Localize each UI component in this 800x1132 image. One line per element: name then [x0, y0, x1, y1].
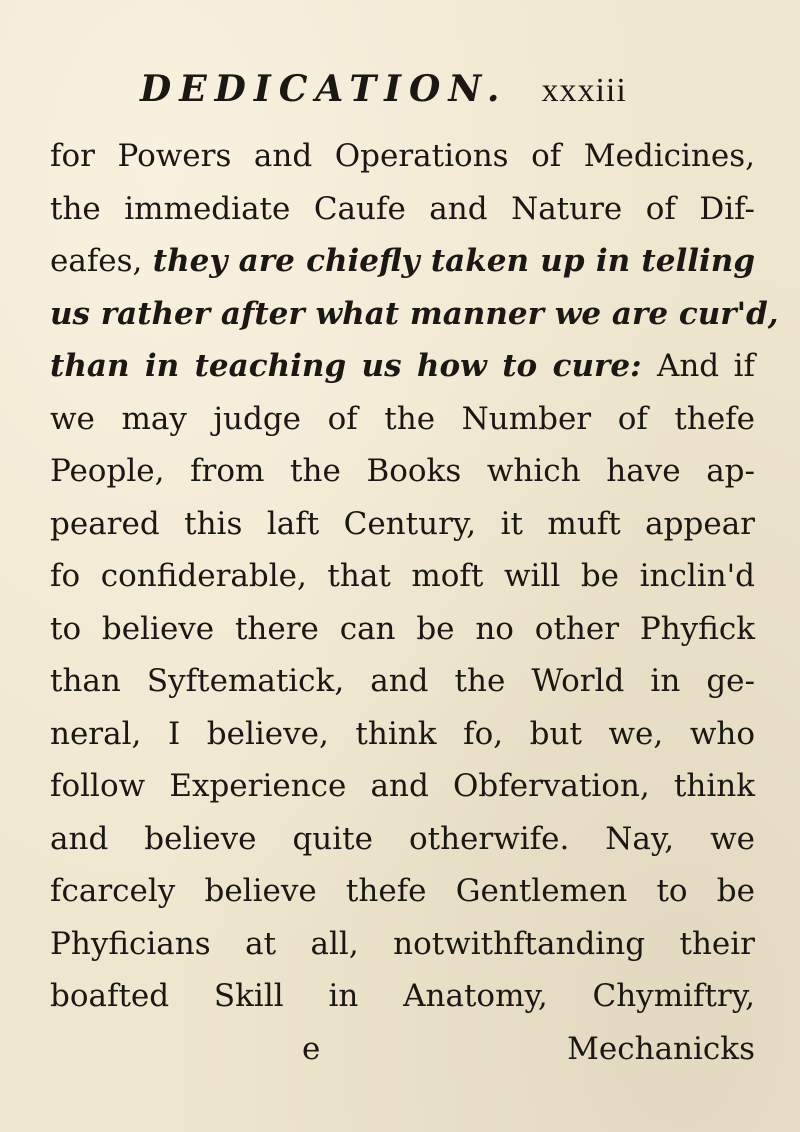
text-line	[50, 550, 755, 603]
text-line	[50, 183, 755, 236]
roman-text: the immediate Caufe and Nature of Dif-	[50, 190, 755, 227]
roman-text: eafes,	[50, 243, 153, 279]
text-line	[50, 813, 755, 866]
text-line	[50, 865, 755, 918]
text-line	[50, 288, 779, 341]
body-text	[50, 130, 779, 1075]
text-line	[50, 393, 755, 446]
text-line	[50, 708, 755, 761]
roman-text: than Syftematick, and the World in ge-	[50, 663, 755, 699]
roman-text: fcarcely believe thefe Gentlemen to be	[50, 873, 755, 909]
text-line	[50, 760, 755, 813]
roman-text: People, from the Books which have ap-	[50, 453, 755, 489]
roman-text: Phyficians at all, notwithftanding their	[50, 925, 755, 962]
running-header	[140, 68, 740, 116]
roman-text: follow Experience and Obfervation, think	[50, 768, 755, 804]
signature-line	[50, 1023, 755, 1076]
roman-text: fo confiderable, that moft will be inclin'd	[50, 558, 755, 594]
text-line	[50, 655, 755, 708]
page-number: xxxiii	[541, 72, 627, 109]
text-line	[50, 603, 755, 656]
roman-text: we may judge of the Number of thefe	[50, 400, 755, 437]
roman-text: and believe quite otherwife. Nay, we	[50, 820, 755, 857]
italic-text: they are chiefly taken up in telling	[152, 243, 756, 279]
roman-text: to believe there can be no other Phyfick	[50, 610, 755, 647]
text-line	[50, 445, 755, 498]
italic-text: than in teaching us how to cure:	[50, 348, 657, 384]
roman-text: And if	[656, 348, 755, 384]
signature-mark: e	[302, 1030, 321, 1067]
italic-text: us rather after what manner we are cur'd,	[50, 295, 779, 332]
roman-text: peared this laft Century, it muft appear	[50, 505, 755, 542]
text-line	[50, 970, 755, 1023]
catchword: Mechanicks	[567, 1030, 755, 1067]
text-line	[50, 498, 755, 551]
roman-text: neral, I believe, think fo, but we, who	[50, 715, 755, 752]
text-line	[50, 235, 755, 288]
text-line	[50, 918, 755, 971]
roman-text: for Powers and Operations of Medicines,	[50, 138, 755, 174]
running-title: DEDICATION.	[140, 68, 508, 110]
text-line	[50, 340, 755, 393]
roman-text: boafted Skill in Anatomy, Chymiftry,	[50, 978, 755, 1014]
text-line	[50, 130, 755, 183]
